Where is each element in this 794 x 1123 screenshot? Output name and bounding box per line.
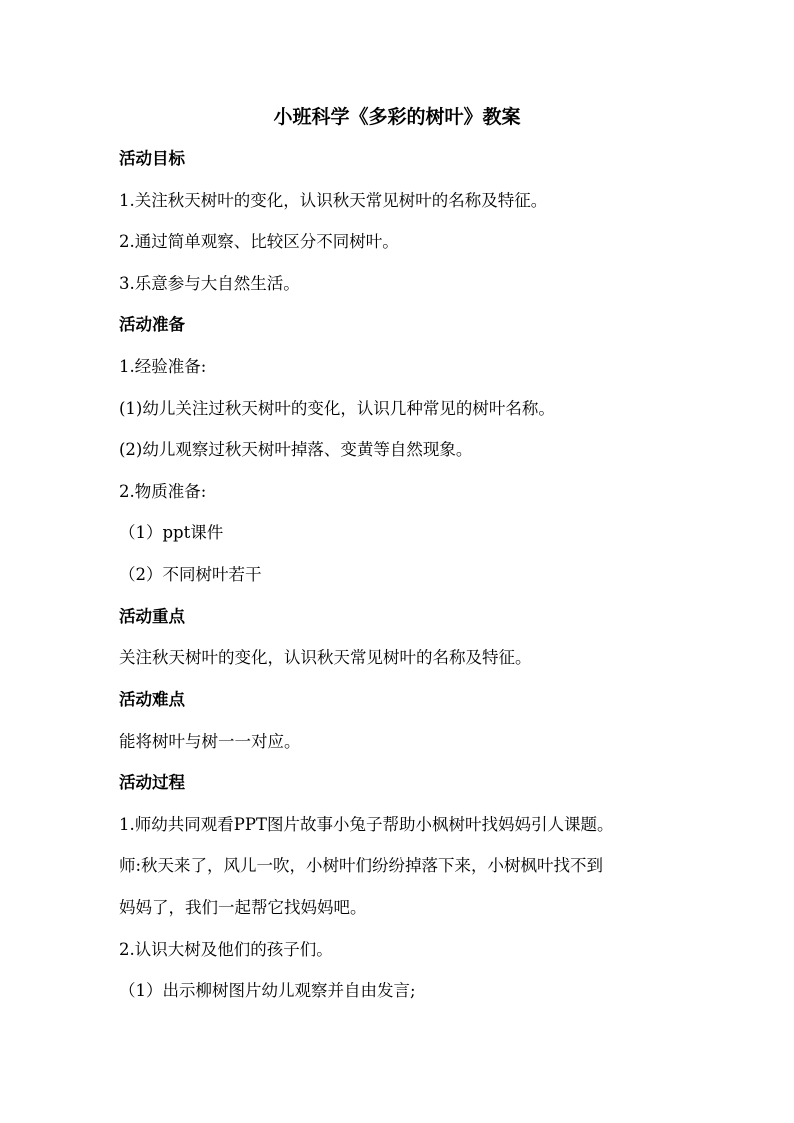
paragraph-line: 1.关注秋天树叶的变化，认识秋天常见树叶的名称及特征。 [119, 191, 548, 210]
paragraph-line: 1.师幼共同观看PPT图片故事小兔子帮助小枫树叶找妈妈引人课题。 [119, 815, 614, 834]
paragraph-line: 3.乐意参与大自然生活。 [119, 274, 300, 293]
paragraph-line: (1)幼儿关注过秋天树叶的变化，认识几种常见的树叶名称。 [119, 399, 555, 418]
paragraph-line: 妈妈了，我们一起帮它找妈妈吧。 [119, 898, 367, 917]
paragraph-line: (2)幼儿观察过秋天树叶掉落、变黄等自然现象。 [119, 440, 473, 459]
paragraph-line: 2.物质准备: [119, 482, 207, 501]
section-heading-process: 活动过程 [119, 773, 185, 792]
section-heading-preparation: 活动准备 [119, 315, 185, 334]
document-title: 小班科学《多彩的树叶》教案 [273, 106, 521, 128]
paragraph-line: （1）ppt课件 [119, 523, 224, 542]
paragraph-line: 2.认识大树及他们的孩子们。 [119, 940, 333, 959]
paragraph-line: （1）出示柳树图片幼儿观察并自由发言; [119, 981, 416, 1000]
paragraph-line: 师:秋天来了，风儿一吹，小树叶们纷纷掉落下来，小树枫叶找不到 [119, 856, 604, 875]
section-heading-key-points: 活动重点 [119, 607, 185, 626]
paragraph-line: 1.经验准备: [119, 357, 207, 376]
section-heading-difficulties: 活动难点 [119, 690, 185, 709]
paragraph-line: （2）不同树叶若干 [119, 565, 262, 584]
paragraph-line: 能将树叶与树一一对应。 [119, 732, 301, 751]
paragraph-line: 2.通过简单观察、比较区分不同树叶。 [119, 232, 399, 251]
paragraph-line: 关注秋天树叶的变化，认识秋天常见树叶的名称及特征。 [119, 648, 532, 667]
section-heading-goals: 活动目标 [119, 149, 185, 168]
